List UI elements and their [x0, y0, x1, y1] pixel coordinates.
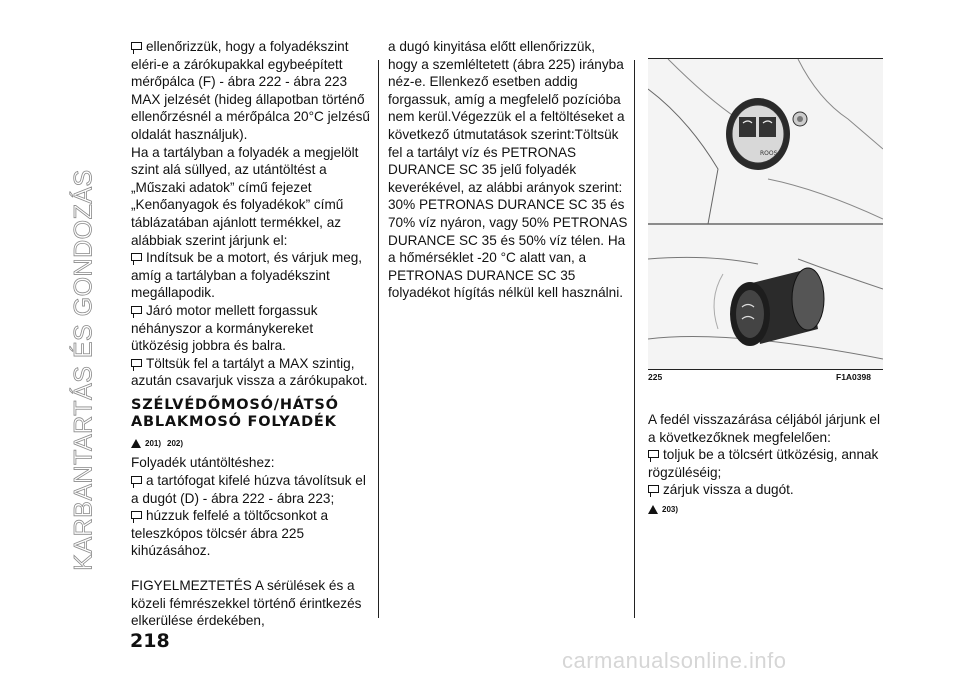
bullet-icon — [648, 485, 659, 493]
list-item-text: a tartófogat kifelé húzva távolítsuk el a dugót (D) - ábra 222 - ábra 223; — [131, 473, 366, 506]
list-item-text: Indítsuk be a motort, és várjuk meg, amíg a tartályban a folyadékszint megállapodik. — [131, 250, 363, 301]
warning-reference — [131, 435, 189, 453]
paragraph-text: ellenőrizzük, hogy a folyadékszint eléri-e a zárókupakkal egybeépített mérőpálca (F) - ábra 222 - ábra 223 MAX jelzését (hideg állapotban történő ellenőrzésnél a mérőpálca 20°C jelzésű oldalát használjuk). — [131, 39, 370, 142]
warning-ref-number: 203) — [662, 504, 679, 514]
warning-triangle-icon — [131, 439, 141, 448]
paragraph: Folyadék utántöltéshez: — [131, 455, 275, 471]
warning-ref-number: 201) — [145, 438, 162, 448]
list-item-text: toljuk be a tölcsért ütközésig, annak rögzüléséig; — [648, 447, 879, 480]
list-item-text: Járó motor mellett forgassuk néhányszor a kormánykereket ütközésig jobbra és balra. — [131, 302, 318, 354]
figure-225-illustration — [648, 58, 883, 370]
bullet-icon — [131, 306, 142, 314]
bullet-icon — [131, 42, 142, 50]
section-heading-line: SZÉLVÉDŐMOSÓ/HÁTSÓ — [131, 396, 339, 413]
bullet-icon — [131, 359, 142, 367]
warning-triangle-icon — [648, 505, 658, 514]
washer-reservoir-drawing — [648, 59, 883, 369]
figure-code: F1A0398 — [836, 372, 871, 382]
column-3 — [648, 411, 883, 521]
page-number: 218 — [130, 630, 170, 652]
paragraph — [131, 38, 371, 144]
bullet-icon — [131, 476, 142, 484]
section-heading-line: ABLAKMOSÓ FOLYADÉK — [131, 413, 337, 430]
paragraph: Ha a tartályban a folyadék a megjelölt szint alá süllyed, az utántöltést a „Műszaki adatok” című fejezet „Kenőanyagok és folyadékok” című táblázatában ajánlott termékkel, az alábbiak szerint járjunk el: — [131, 144, 359, 248]
list-item — [648, 481, 883, 499]
list-item-text: Töltsük fel a tartályt a MAX szintig, azután csavarjuk vissza a zárókupakot. — [131, 355, 368, 389]
paragraph: a dugó kinyitása előtt ellenőrizzük, hogy a szemléltetett (ábra 225) irányba néz-e. Ellenkező esetben addig forgassuk, amíg a megfelelő pozícióba nem kerül.Végezzük el a feltöltéseket a következő útmutatások szerint:Töltsük fel a tartályt víz és PETRONAS DURANCE SC 35 jelű folyadék keverékével, az alábbi arányok szerint: 30% PETRONAS DURANCE SC 35 és 70% víz nyáron, vagy 50% PETRONAS DURANCE SC 35 és 50% víz télen. Ha a hőmérséklet -20 °C alatt van, a PETRONAS DURANCE SC 35 folyadékot hígítás nélkül kell használni. — [388, 39, 628, 301]
paragraph: A fedél visszazárása céljából járjunk el a következőknek megfelelően: — [648, 412, 880, 445]
svg-text:ROOS: ROOS — [760, 150, 778, 157]
column-1 — [131, 38, 371, 630]
warning-paragraph: FIGYELMEZTETÉS A sérülések és a közeli fémrészekkel történő érintkezés elkerülése érdekében, — [131, 578, 362, 629]
list-item — [131, 249, 371, 302]
bullet-icon — [648, 450, 659, 458]
watermark-text: carmanualsonline.info — [562, 648, 787, 673]
list-item — [131, 472, 371, 507]
bullet-icon — [131, 511, 142, 519]
list-item — [131, 507, 371, 560]
warning-ref-number: 202) — [167, 438, 184, 448]
column-divider — [378, 60, 379, 618]
list-item — [131, 302, 371, 355]
column-2 — [388, 38, 628, 302]
list-item-text: zárjuk vissza a dugót. — [663, 482, 794, 498]
chapter-side-title: KARBANTARTÁS ÉS GONDOZÁS — [69, 169, 98, 571]
list-item — [648, 446, 883, 481]
list-item-text: húzzuk felfelé a töltőcsonkot a teleszkópos tölcsér ábra 225 kihúzásához. — [131, 508, 329, 559]
column-divider — [634, 60, 635, 618]
list-item — [131, 355, 371, 390]
warning-reference — [648, 501, 684, 519]
section-heading — [131, 397, 371, 431]
figure-number: 225 — [648, 372, 663, 382]
bullet-icon — [131, 253, 142, 261]
